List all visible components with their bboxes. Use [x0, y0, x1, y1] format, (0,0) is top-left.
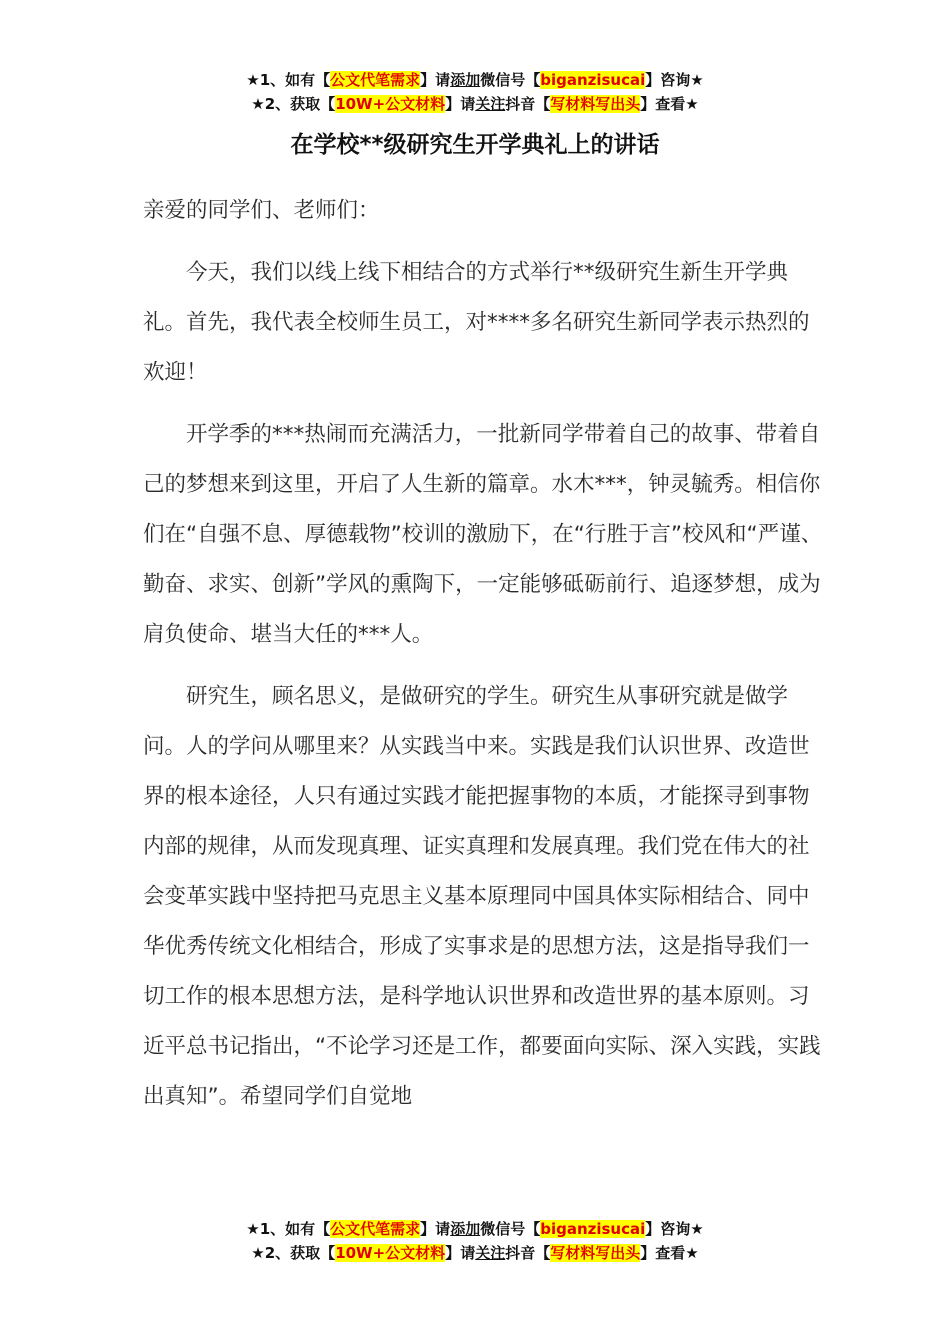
banner-text: 微信号【: [480, 1220, 541, 1238]
banner-underlined: 添加: [450, 1220, 481, 1238]
banner-line-1: [0, 1217, 950, 1241]
banner-text: ★1、如有【: [246, 1220, 331, 1238]
document-body: [143, 186, 823, 1134]
banner-wechat-id: biganzisucai: [540, 1220, 646, 1238]
banner-text: 】请: [445, 1244, 476, 1262]
banner-highlight: 公文代笔需求: [330, 1220, 421, 1238]
banner-underlined: 关注: [475, 95, 506, 113]
banner-text: 】请: [445, 95, 476, 113]
banner-text: 】咨询★: [645, 1220, 704, 1238]
banner-text: 】请: [420, 1220, 451, 1238]
banner-text: 抖音【: [505, 95, 551, 113]
banner-text: 】查看★: [640, 1244, 699, 1262]
banner-text: 】查看★: [640, 95, 699, 113]
banner-underlined: 关注: [475, 1244, 506, 1262]
top-banner: [0, 68, 950, 116]
banner-douyin-account: 写材料写出头: [550, 95, 641, 113]
banner-line-2: [0, 92, 950, 116]
banner-wechat-id: biganzisucai: [540, 71, 646, 89]
banner-text: 】咨询★: [645, 71, 704, 89]
banner-line-2: [0, 1241, 950, 1265]
banner-text: 微信号【: [480, 71, 541, 89]
banner-text: 】请: [420, 71, 451, 89]
banner-highlight: 公文代笔需求: [330, 71, 421, 89]
banner-underlined: 添加: [450, 71, 481, 89]
banner-highlight: 10W+公文材料: [335, 95, 446, 113]
banner-text: 抖音【: [505, 1244, 551, 1262]
banner-text: ★1、如有【: [246, 71, 331, 89]
banner-line-1: [0, 68, 950, 92]
paragraph: 今天，我们以线上线下相结合的方式举行**级研究生新生开学典礼。首先，我代表全校师生员工，对****多名研究生新同学表示热烈的欢迎！: [143, 260, 810, 385]
banner-text: ★2、获取【: [251, 95, 336, 113]
banner-text: ★2、获取【: [251, 1244, 336, 1262]
document-title: 在学校**级研究生开学典礼上的讲话: [290, 132, 660, 158]
paragraph: 研究生，顾名思义，是做研究的学生。研究生从事研究就是做学问。人的学问从哪里来？从实践当中来。实践是我们认识世界、改造世界的根本途径，人只有通过实践才能把握事物的本质，才能探寻到事物内部的规律，从而发现真理、证实真理和发展真理。我们党在伟大的社会变革实践中坚持把马克思主义基本原理同中国具体实际相结合、同中华优秀传统文化相结合，形成了实事求是的思想方法，这是指导我们一切工作的根本思想方法，是科学地认识世界和改造世界的基本原则。习近平总书记指出，“不论学习还是工作，都要面向实际、深入实践，实践出真知”。希望同学们自觉地: [143, 684, 821, 1109]
banner-highlight: 10W+公文材料: [335, 1244, 446, 1262]
banner-douyin-account: 写材料写出头: [550, 1244, 641, 1262]
paragraph: 开学季的***热闹而充满活力，一批新同学带着自己的故事、带着自己的梦想来到这里，开启了人生新的篇章。水木***，钟灵毓秀。相信你们在“自强不息、厚德载物”校训的激励下，在“行胜于言”校风和“严谨、勤奋、求实、创新”学风的熏陶下，一定能够砥砺前行、追逐梦想，成为肩负使命、堪当大任的***人。: [143, 422, 823, 647]
greeting: 亲爱的同学们、老师们：: [143, 198, 380, 223]
bottom-banner: [0, 1217, 950, 1265]
